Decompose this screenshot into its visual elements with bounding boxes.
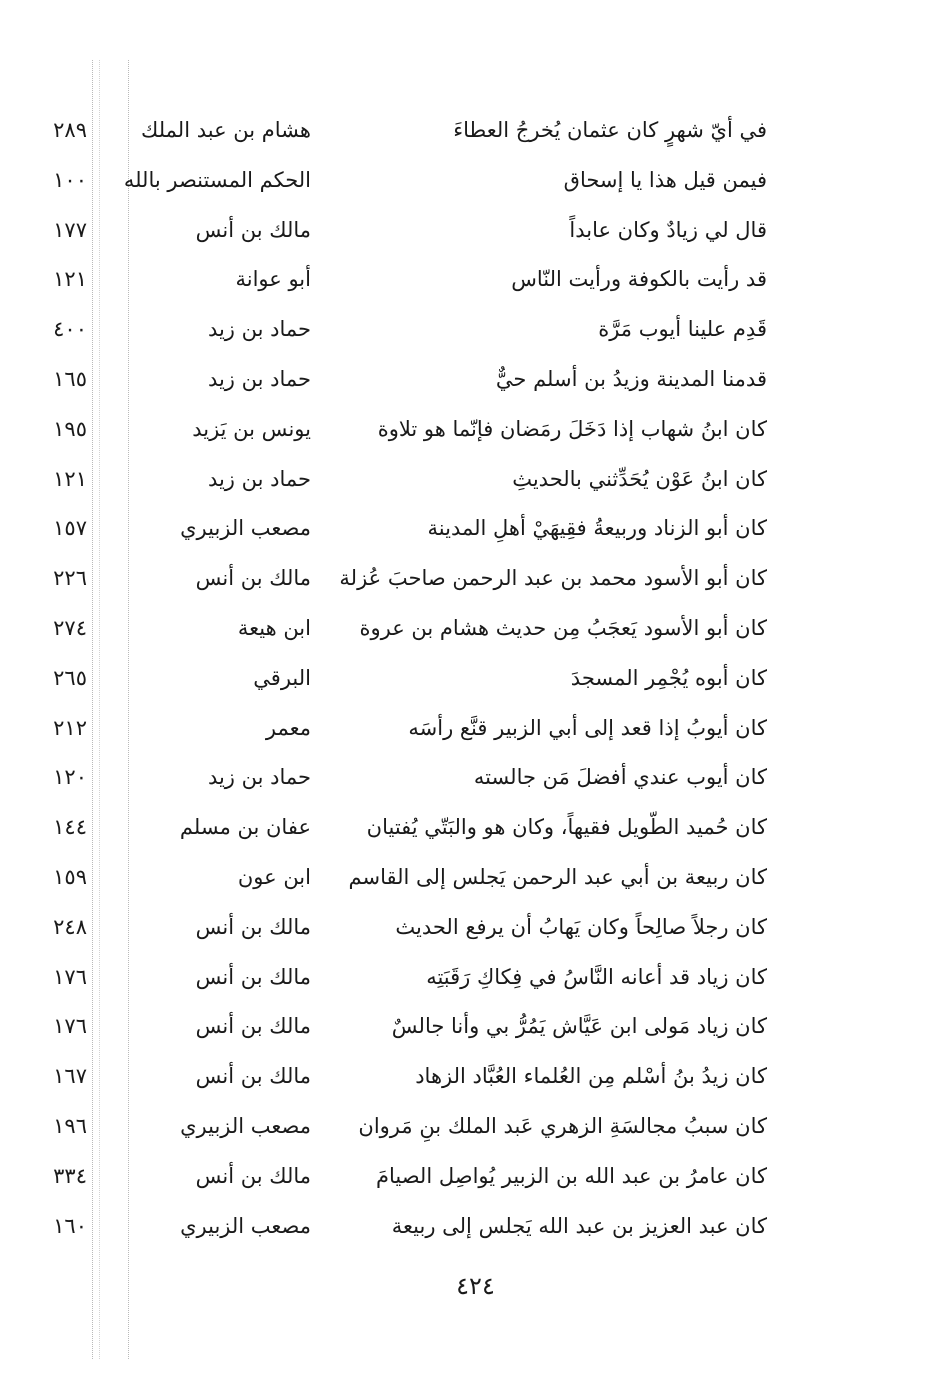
- index-row: [0, 255, 951, 305]
- index-row: [0, 604, 951, 654]
- index-page-ref: ١٩٦: [53, 1113, 87, 1138]
- index-page-ref: ٢٦٥: [53, 665, 87, 690]
- index-phrase: كان أبو الزناد وربيعةُ فقِيهَيْ أهلِ المدينة: [427, 516, 767, 541]
- index-row: [0, 1102, 951, 1152]
- index-row: [0, 206, 951, 256]
- index-page-ref: ٤٠٠: [53, 317, 87, 342]
- index-narrator: حماد بن زيد: [207, 366, 311, 391]
- index-page-ref: ١٥٩: [53, 864, 87, 889]
- index-page-ref: ١٤٤: [53, 815, 87, 840]
- index-phrase: كان أيوب عندي أفضلَ مَن جالسته: [473, 765, 767, 790]
- index-narrator: مصعب الزبيري: [180, 1113, 311, 1138]
- index-narrator: مصعب الزبيري: [180, 1213, 311, 1238]
- index-page-ref: ٢١٢: [53, 715, 87, 740]
- index-narrator: مالك بن أنس: [195, 914, 311, 939]
- index-row: [0, 654, 951, 704]
- index-narrator: مالك بن أنس: [195, 217, 311, 242]
- index-phrase: قدمنا المدينة وزيدُ بن أسلم حيٌّ: [495, 366, 767, 391]
- index-phrase: قال لي زيادٌ وكان عابداً: [569, 217, 767, 242]
- index-narrator: حماد بن زيد: [207, 317, 311, 342]
- index-narrator: حماد بن زيد: [207, 765, 311, 790]
- index-row: [0, 504, 951, 554]
- index-row: [0, 953, 951, 1003]
- index-narrator: حماد بن زيد: [207, 466, 311, 491]
- index-page-ref: ١٦٠: [53, 1213, 87, 1238]
- index-phrase: كان ربيعة بن أبي عبد الرحمن يَجلس إلى القاسم: [348, 864, 767, 889]
- index-row: [0, 753, 951, 803]
- index-page-ref: ١٧٦: [53, 1014, 87, 1039]
- index-phrase: كان زياد مَولى ابن عَيَّاش يَمُرُّ بي وأنا جالسٌ: [391, 1014, 767, 1039]
- index-narrator: مالك بن أنس: [195, 1064, 311, 1089]
- index-page-ref: ١٢١: [53, 466, 87, 491]
- index-phrase: كان رجلاً صالِحاً وكان يَهابُ أن يرفع الحديث: [395, 914, 767, 939]
- index-phrase: كان حُميد الطّويل فقيهاً، وكان هو والبَتّي يُفتيان: [366, 815, 767, 840]
- index-page-ref: ١٧٧: [53, 217, 87, 242]
- index-phrase: كان عبد العزيز بن عبد الله يَجلس إلى ربيعة: [391, 1213, 767, 1238]
- index-phrase: كان أبو الأسود يَعجَبُ مِن حديث هشام بن عروة: [359, 615, 767, 640]
- index-phrase: قَدِم علينا أيوب مَرَّة: [598, 317, 767, 342]
- index-page-ref: ١٦٥: [53, 366, 87, 391]
- index-narrator: يونس بن يَزيد: [192, 416, 311, 441]
- index-page-ref: ١٢٠: [53, 765, 87, 790]
- index-narrator: أبو عوانة: [235, 267, 311, 292]
- index-row: [0, 803, 951, 853]
- index-row: [0, 156, 951, 206]
- index-page-ref: ٢٨٩: [53, 118, 87, 142]
- index-row: [0, 1152, 951, 1202]
- index-phrase: قد رأيت بالكوفة ورأيت النّاس: [511, 267, 767, 292]
- page-number: ٤٢٤: [456, 1272, 495, 1300]
- index-row: [0, 704, 951, 754]
- index-phrase: في أيّ شهرٍ كان عثمان يُخرجُ العطاءَ: [453, 118, 767, 142]
- index-page-ref: ٢٧٤: [53, 615, 87, 640]
- index-narrator: ابن عون: [237, 864, 311, 889]
- index-narrator: مصعب الزبيري: [180, 516, 311, 541]
- index-row: [0, 405, 951, 455]
- index-phrase: كان زياد قد أعانه النَّاسُ في فِكاكِ رَقَبَتِه: [426, 964, 767, 989]
- index-phrase: كان زيدُ بنُ أسْلم مِن العُلماء العُبَّاد الزهاد: [415, 1064, 767, 1089]
- index-phrase: كان أيوبُ إذا قعد إلى أبي الزبير قنَّع رأسَه: [408, 715, 767, 740]
- index-phrase: كان سببُ مجالسَةِ الزهري عَبد الملك بنِ مَروان: [358, 1113, 767, 1138]
- index-phrase: كان أبو الأسود محمد بن عبد الرحمن صاحبَ عُزلة: [339, 566, 767, 591]
- index-row: [0, 903, 951, 953]
- index-table: [0, 106, 951, 1251]
- index-page-ref: ١٠٠: [53, 167, 87, 192]
- index-row: [0, 305, 951, 355]
- index-narrator: مالك بن أنس: [195, 1163, 311, 1188]
- index-page-ref: ١٢١: [53, 267, 87, 292]
- index-row: [0, 554, 951, 604]
- index-narrator: عفان بن مسلم: [179, 815, 311, 840]
- index-narrator: هشام بن عبد الملك: [141, 118, 311, 142]
- index-page-ref: ٢٤٨: [53, 914, 87, 939]
- index-narrator: ابن هيعة: [237, 615, 311, 640]
- index-row: [0, 1052, 951, 1102]
- index-narrator: مالك بن أنس: [195, 1014, 311, 1039]
- index-page-ref: ٢٢٦: [53, 566, 87, 591]
- index-page-ref: ١٥٧: [53, 516, 87, 541]
- index-narrator: معمر: [265, 715, 311, 740]
- index-narrator: الحكم المستنصر بالله: [123, 167, 311, 192]
- index-page-ref: ٣٣٤: [53, 1163, 87, 1188]
- index-phrase: كان أبوه يُجْمِر المسجدَ: [570, 665, 767, 690]
- index-narrator: البرقي: [253, 665, 311, 690]
- index-row: [0, 853, 951, 903]
- index-row: [0, 355, 951, 405]
- index-phrase: كان عامرُ بن عبد الله بن الزبير يُواصِل الصيامَ: [375, 1163, 767, 1188]
- index-phrase: كان ابنُ شهاب إذا دَخَلَ رمَضان فإنّما هو تلاوة: [377, 416, 767, 441]
- index-narrator: مالك بن أنس: [195, 566, 311, 591]
- index-narrator: مالك بن أنس: [195, 964, 311, 989]
- index-row: [0, 455, 951, 505]
- index-page-ref: ١٧٦: [53, 964, 87, 989]
- index-row: [0, 1002, 951, 1052]
- index-phrase: فيمن قيل هذا يا إسحاق: [563, 167, 767, 192]
- index-row: [0, 1202, 951, 1252]
- index-page-ref: ١٦٧: [53, 1064, 87, 1089]
- index-page-ref: ١٩٥: [53, 416, 87, 441]
- index-row: [0, 106, 951, 156]
- index-phrase: كان ابنُ عَوْن يُحَدِّثني بالحديثِ: [512, 466, 767, 491]
